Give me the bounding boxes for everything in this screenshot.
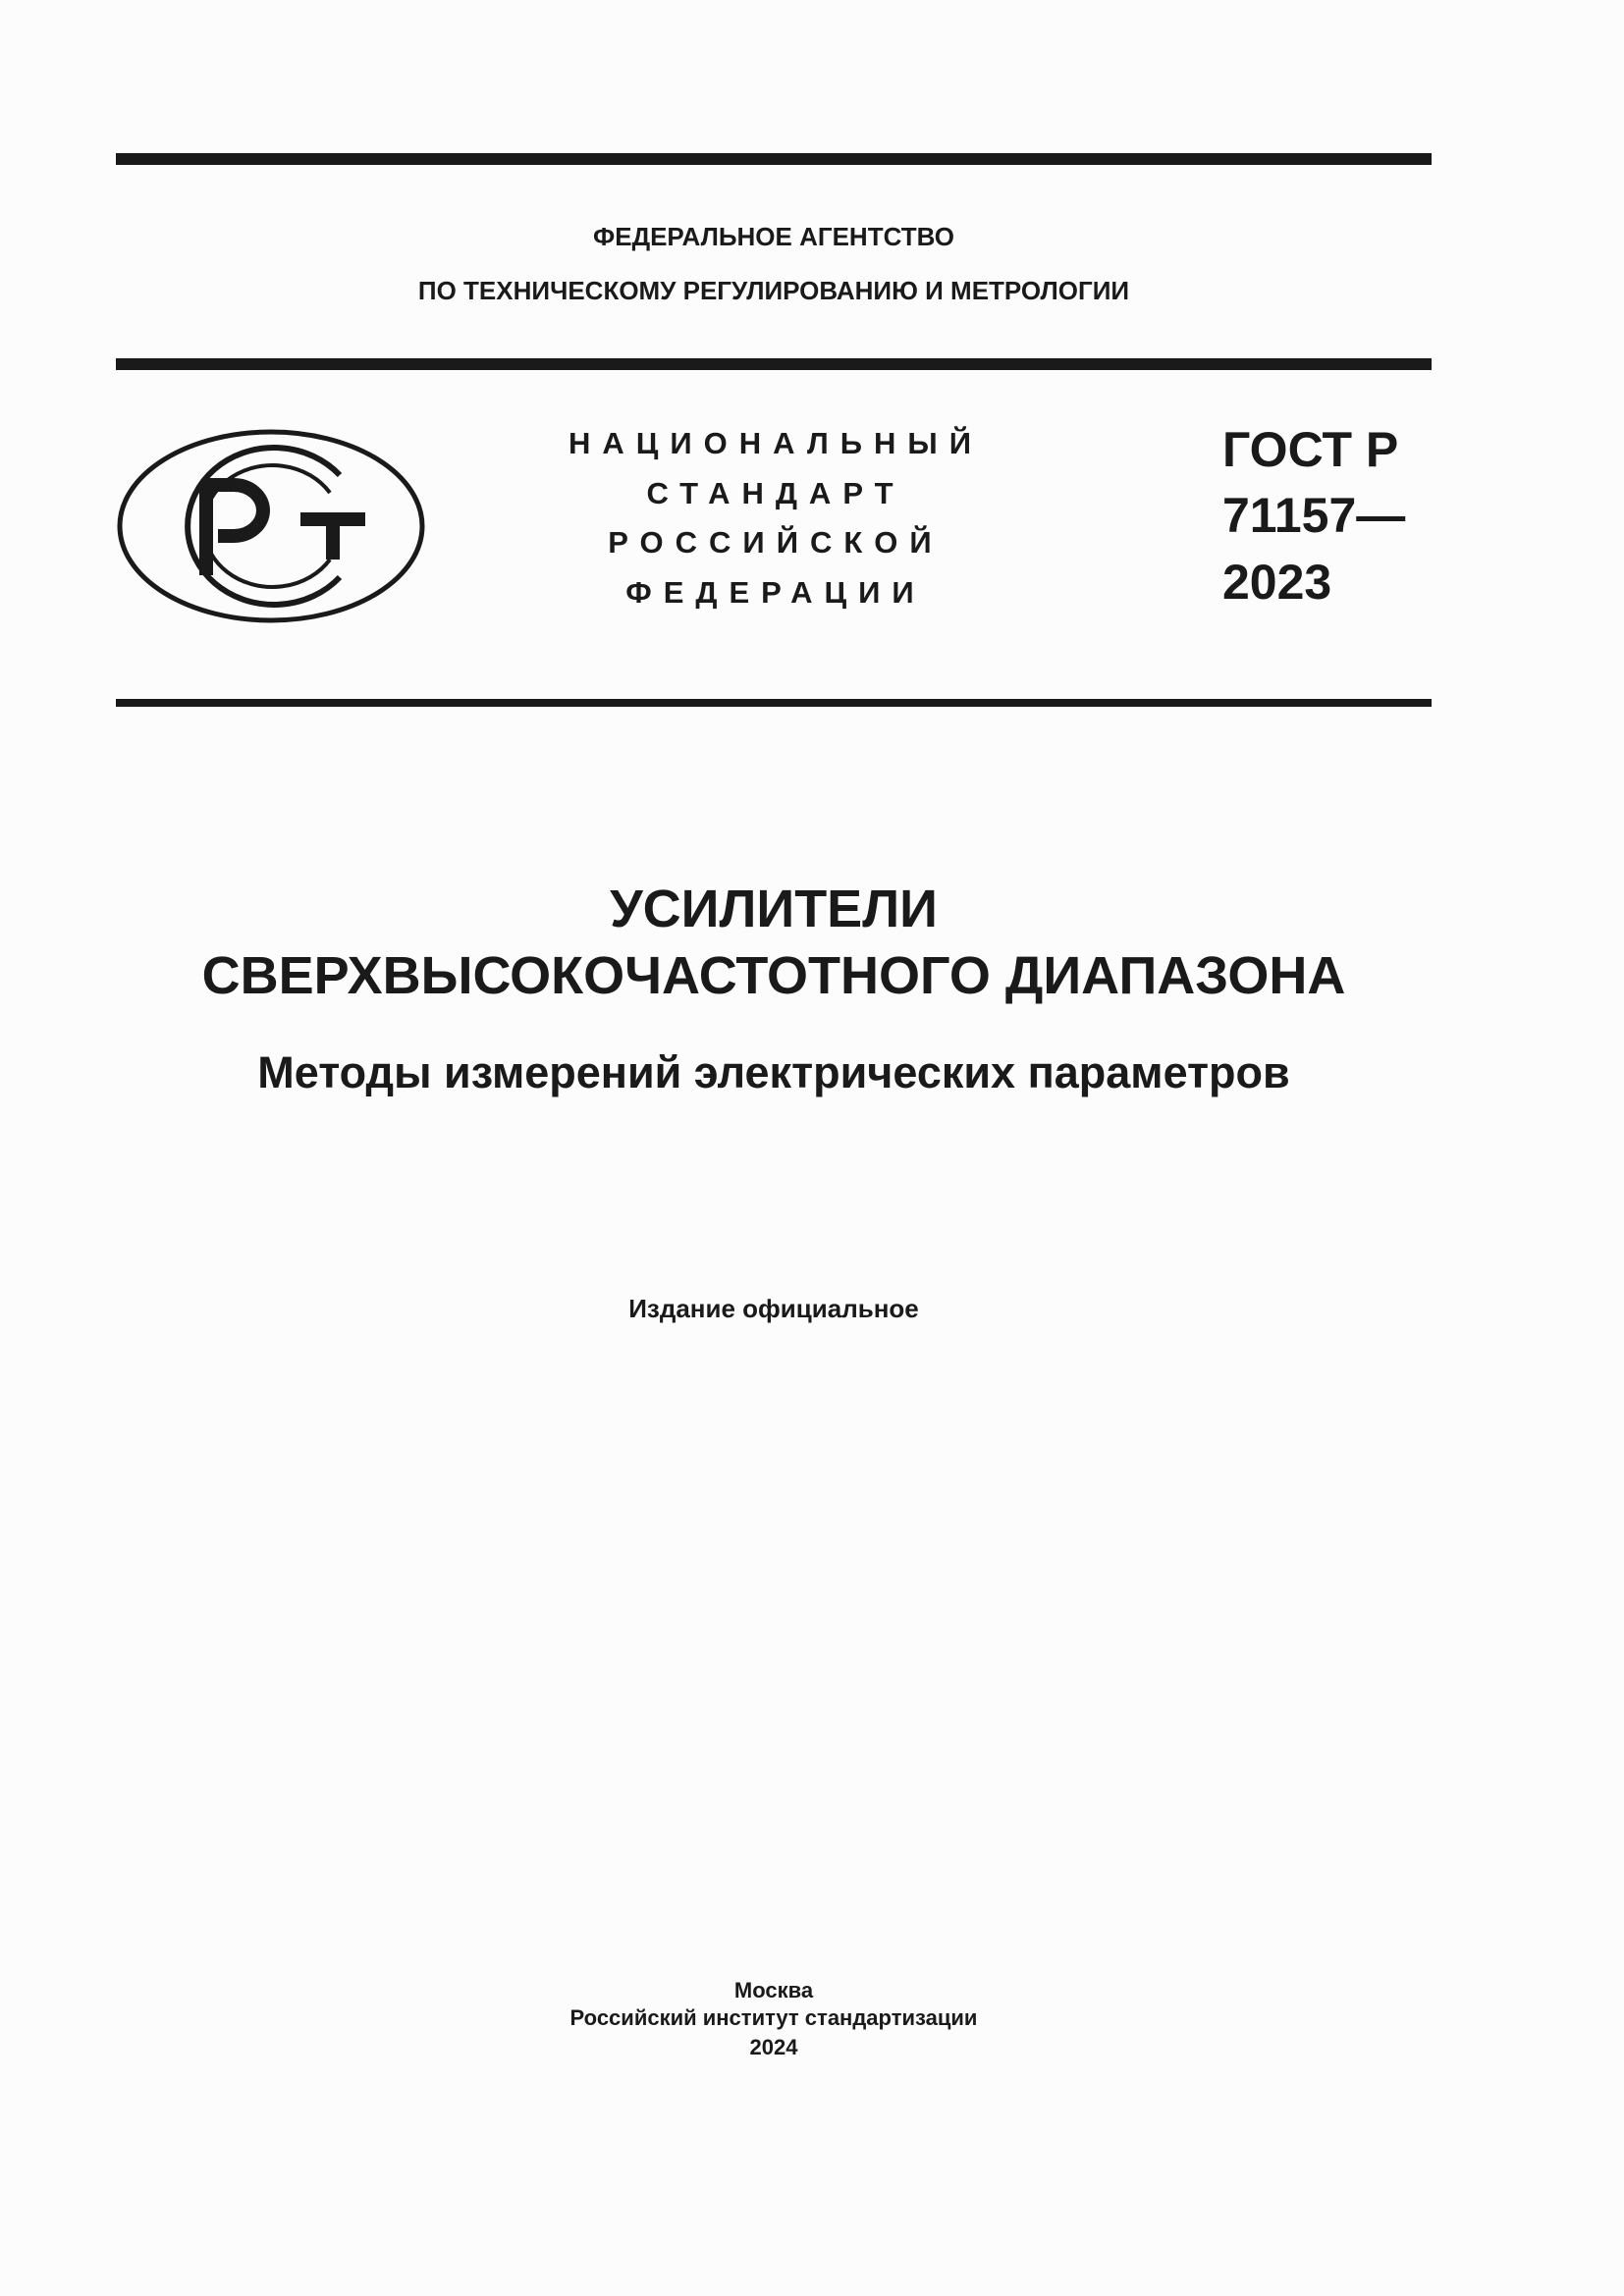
designation-line-2: 71157— [1222,488,1406,543]
top-rule [116,153,1432,165]
document-title-line-2: СВЕРХВЫСОКОЧАСТОТНОГО ДИАПАЗОНА [201,946,1346,1005]
standard-type-line-1: НАЦИОНАЛЬНЫЙ [568,426,984,460]
standard-type-line-3: РОССИЙСКОЙ [608,525,944,560]
designation-line-1: ГОСТ Р [1222,422,1399,477]
agency-line-1: ФЕДЕРАЛЬНОЕ АГЕНТСТВО [593,222,954,251]
rst-emblem-icon [116,428,426,624]
imprint-city: Москва [733,1978,814,2002]
agency-line-2: ПО ТЕХНИЧЕСКОМУ РЕГУЛИРОВАНИЮ И МЕТРОЛОГИИ [417,276,1130,305]
standard-type-line-2: СТАНДАРТ [646,476,905,510]
edition-label: Издание официальное [628,1294,919,1323]
designation-rule [116,699,1432,707]
standard-type-line-4: ФЕДЕРАЦИИ [625,575,926,610]
imprint-year: 2024 [749,2035,798,2059]
document-title-line-1: УСИЛИТЕЛИ [610,880,938,938]
document-subtitle: Методы измерений электрических параметров [257,1047,1290,1097]
header-rule [116,358,1432,370]
imprint-publisher: Российский институт стандартизации [569,2005,978,2030]
designation-line-3: 2023 [1222,555,1332,610]
